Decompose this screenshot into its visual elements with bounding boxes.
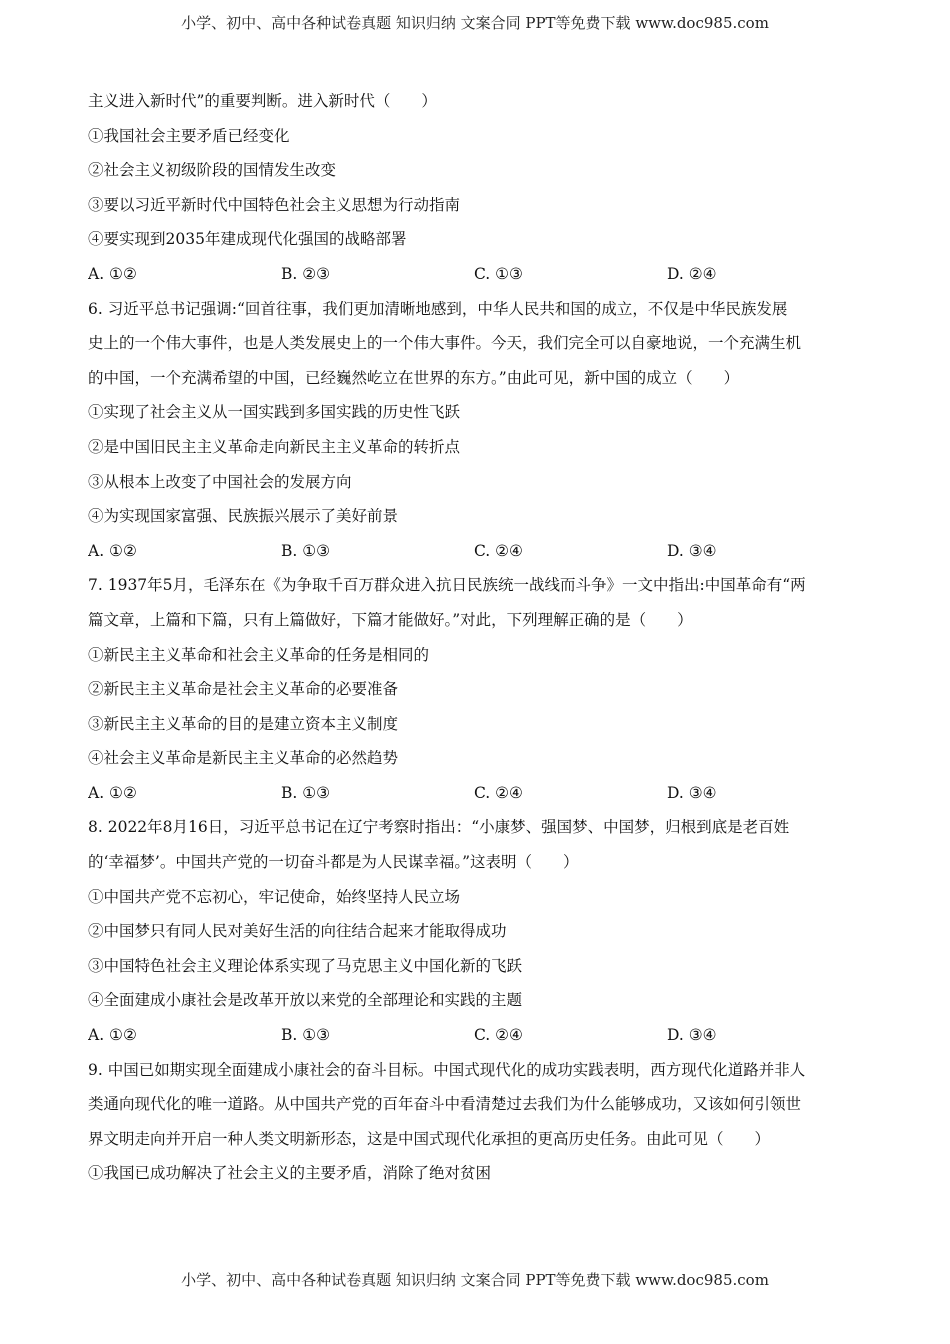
question-5 — [88, 84, 868, 292]
question-stem-line: 的中国，一个充满希望的中国，已经巍然屹立在世界的东方。”由此可见，新中国的成立（ ） — [88, 368, 740, 387]
question-item: ②是中国旧民主主义革命走向新民主主义革命的转折点 — [88, 437, 461, 456]
question-item: ③从根本上改变了中国社会的发展方向 — [88, 472, 352, 491]
question-item: ④社会主义革命是新民主主义革命的必然趋势 — [88, 749, 399, 768]
question-item: ①我国已成功解决了社会主义的主要矛盾，消除了绝对贫困 — [88, 1164, 492, 1183]
question-stem-line: 主义进入新时代”的重要判断。进入新时代（ ） — [88, 92, 437, 110]
option-b: B. ①③ — [281, 783, 331, 802]
answer-options — [88, 1018, 868, 1053]
question-stem-line: 6. 习近平总书记强调:“回首往事，我们更加清晰地感到，中华人民共和国的成立，不仅是中华民族发展 — [88, 299, 788, 318]
question-stem-line: 史上的一个伟大事件，也是人类发展史上的一个伟大事件。今天，我们完全可以自豪地说，一个充满生机 — [88, 334, 802, 353]
question-item: ①新民主主义革命和社会主义革命的任务是相同的 — [88, 645, 430, 664]
question-stem-line: 界文明走向并开启一种人类文明新形态，这是中国式现代化承担的更高历史任务。由此可见（ ） — [88, 1129, 771, 1148]
option-d: D. ②④ — [667, 264, 717, 283]
option-d: D. ③④ — [667, 783, 717, 802]
question-item: ①我国社会主要矛盾已经变化 — [88, 126, 290, 145]
option-b: B. ②③ — [281, 264, 331, 283]
question-item: ①中国共产党不忘初心，牢记使命，始终坚持人民立场 — [88, 887, 461, 906]
option-a: A. ①② — [88, 264, 137, 283]
question-item: ③中国特色社会主义理论体系实现了马克思主义中国化新的飞跃 — [88, 956, 523, 975]
option-d: D. ③④ — [667, 1026, 717, 1045]
question-item: ④要实现到2035年建成现代化强国的战略部署 — [88, 230, 407, 249]
page-header: 小学、初中、高中各种试卷真题 知识归纳 文案合同 PPT等免费下载 www.doc985.com — [181, 14, 769, 32]
question-item: ②新民主主义革命是社会主义革命的必要准备 — [88, 680, 399, 699]
question-stem-line: 7. 1937年5月，毛泽东在《为争取千百万群众进入抗日民族统一战线而斗争》一文中指出:中国革命有“两 — [88, 576, 806, 595]
option-c: C. ①③ — [474, 264, 523, 283]
option-b: B. ①③ — [281, 1026, 331, 1045]
question-item: ④全面建成小康社会是改革开放以来党的全部理论和实践的主题 — [88, 991, 523, 1010]
answer-options — [88, 534, 868, 569]
option-a: A. ①② — [88, 541, 137, 560]
question-item: ①实现了社会主义从一国实践到多国实践的历史性飞跃 — [88, 403, 461, 422]
exam-content — [88, 84, 868, 1191]
question-stem-line: 类通向现代化的唯一道路。从中国共产党的百年奋斗中看清楚过去我们为什么能够成功，又该如何引领世 — [88, 1095, 802, 1114]
answer-options — [88, 257, 868, 292]
question-stem-line: 篇文章，上篇和下篇，只有上篇做好，下篇才能做好。”对此，下列理解正确的是（ ） — [88, 610, 693, 629]
question-item: ④为实现国家富强、民族振兴展示了美好前景 — [88, 507, 399, 526]
question-item: ③新民主主义革命的目的是建立资本主义制度 — [88, 714, 399, 733]
question-9 — [88, 1053, 868, 1191]
option-c: C. ②④ — [474, 541, 523, 560]
page-footer: 小学、初中、高中各种试卷真题 知识归纳 文案合同 PPT等免费下载 www.doc985.com — [181, 1271, 769, 1289]
option-a: A. ①② — [88, 783, 137, 802]
question-stem-line: 的‘幸福梦’。中国共产党的一切奋斗都是为人民谋幸福。”这表明（ ） — [88, 853, 579, 872]
question-item: ②社会主义初级阶段的国情发生改变 — [88, 161, 337, 180]
answer-options — [88, 776, 868, 811]
option-d: D. ③④ — [667, 541, 717, 560]
question-stem-line: 8. 2022年8月16日，习近平总书记在辽宁考察时指出：“小康梦、强国梦、中国梦，归根到底是老百姓 — [88, 818, 790, 837]
question-item: ③要以习近平新时代中国特色社会主义思想为行动指南 — [88, 195, 461, 214]
question-item: ②中国梦只有同人民对美好生活的向往结合起来才能取得成功 — [88, 922, 507, 941]
option-b: B. ①③ — [281, 541, 331, 560]
option-c: C. ②④ — [474, 1026, 523, 1045]
option-a: A. ①② — [88, 1026, 137, 1045]
question-8 — [88, 810, 868, 1052]
question-7 — [88, 568, 868, 810]
question-stem-line: 9. 中国已如期实现全面建成小康社会的奋斗目标。中国式现代化的成功实践表明，西方现代化道路并非人 — [88, 1060, 806, 1079]
option-c: C. ②④ — [474, 783, 523, 802]
question-6 — [88, 292, 868, 569]
